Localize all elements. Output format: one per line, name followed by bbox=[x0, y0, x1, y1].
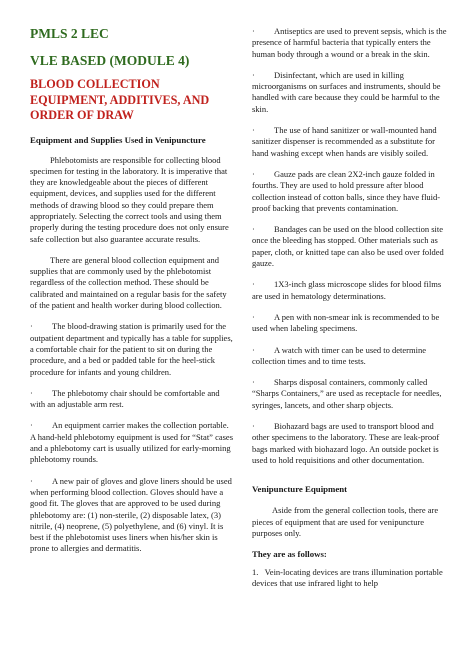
list-item-text: Disinfectant, which are used in killing microorganisms on surfaces and instruments, should be handled with care because they could be harmful to the skin. bbox=[252, 69, 441, 114]
list-item bbox=[252, 26, 452, 60]
list-item-text: The blood-drawing station is primarily used for the outpatient department and typically has a table for supplies, a comfortable chair for the patient to sit on during the procedure, and a bed or padded table for the heel-stick procedure for infants and young children. bbox=[30, 321, 233, 377]
list-item bbox=[252, 70, 452, 115]
venipuncture-intro: Aside from the general collection tools, there are pieces of equipment that are used for venipuncture purposes only. bbox=[252, 505, 439, 538]
bullet-marker: · bbox=[30, 387, 33, 398]
bullet-marker: · bbox=[252, 311, 255, 322]
bullet-marker: · bbox=[252, 377, 255, 388]
right-column bbox=[252, 26, 452, 600]
section-heading-venipuncture: Venipuncture Equipment bbox=[252, 484, 348, 495]
list-item bbox=[30, 388, 233, 411]
course-title: PMLS 2 LEC bbox=[30, 26, 109, 41]
list-item-text: Antiseptics are used to prevent sepsis, which is the presence of harmful bacteria that typically enters the human body through a wound or a break in the skin. bbox=[252, 26, 447, 59]
list-item bbox=[252, 377, 452, 411]
general-equipment-paragraph: There are general blood collection equipment and supplies that are commonly used by the phlebotomist regardless of the collection method. These should be calibrated and maintained on a regular basis for the safety of the patient and health worker during blood collection. bbox=[30, 254, 227, 311]
bullet-marker: · bbox=[30, 420, 33, 431]
bullet-marker: · bbox=[252, 421, 255, 432]
bullet-marker: · bbox=[252, 224, 255, 235]
document-title: BLOOD COLLECTION EQUIPMENT, ADDITIVES, AND ORDER OF DRAW bbox=[30, 77, 210, 122]
list-item bbox=[252, 125, 452, 159]
bullet-marker: · bbox=[252, 69, 255, 80]
bullet-marker: · bbox=[252, 26, 255, 36]
list-item bbox=[252, 312, 452, 335]
list-item bbox=[30, 420, 233, 465]
list-item bbox=[30, 321, 233, 377]
list-item-text: 1X3-inch glass microscope slides for blood films are used in hematology determinations. bbox=[252, 279, 442, 301]
bullet-marker: · bbox=[252, 125, 255, 136]
module-title: VLE BASED (MODULE 4) bbox=[30, 53, 190, 68]
they-are-heading: They are as follows: bbox=[252, 549, 327, 560]
list-item-text: Bandages can be used on the blood collection site once the bleeding has stopped. Other materials such as paper, cloth, or knitted tape can also be used over folded gauze. bbox=[252, 224, 444, 269]
bullet-marker: · bbox=[252, 279, 255, 290]
list-item-text: A pen with non-smear ink is recommended to be used when labeling specimens. bbox=[252, 311, 440, 334]
bullet-marker: · bbox=[30, 475, 33, 486]
list-item bbox=[252, 169, 452, 214]
bullet-marker: · bbox=[30, 321, 33, 332]
list-item-text: Sharps disposal containers, commonly called “Sharps Containers,” are used as receptacle for needles, syringes, lancets, and other sharp objects. bbox=[252, 377, 442, 410]
left-column bbox=[30, 26, 233, 565]
list-item bbox=[252, 421, 452, 466]
list-item-text: The phlebotomy chair should be comfortable and with an adjustable arm rest. bbox=[30, 387, 220, 410]
list-item bbox=[252, 224, 452, 269]
list-item-text: A watch with timer can be used to determine collection times and to time tests. bbox=[252, 344, 427, 366]
list-item-text: Biohazard bags are used to transport blood and other specimens to the laboratory. These are leak-proof bags marked with biohazard logo. An outside pocket is used to hold requisitions and other documentation. bbox=[252, 421, 440, 465]
bullet-marker: · bbox=[252, 168, 255, 179]
list-item bbox=[30, 476, 233, 555]
list-item bbox=[252, 345, 452, 368]
list-item-text: The use of hand sanitizer or wall-mounted hand sanitizer dispenser is recommended as a substitute for hand washing except when hands are visibly soiled. bbox=[252, 125, 437, 158]
list-item bbox=[252, 279, 452, 302]
bullet-marker: · bbox=[252, 344, 255, 355]
list-item-text: An equipment carrier makes the collection portable. A hand-held phlebotomy equipment is used for “Stat” cases and a phlebotomy cart is usually utilized for early-morning phlebotomy rounds. bbox=[30, 420, 234, 465]
numbered-item-1: 1. Vein-locating devices are trans illumination portable devices that use infrared light to help bbox=[252, 567, 445, 589]
section-heading-equipment: Equipment and Supplies Used in Venipuncture bbox=[30, 134, 206, 145]
list-item-text: Gauze pads are clean 2X2-inch gauze folded in fourths. They are used to hold pressure after blood collection instead of cotton balls, since they have fluid-proof backing that prevents contamination. bbox=[252, 168, 441, 213]
intro-paragraph: Phlebotomists are responsible for collecting blood specimen for testing in the laboratory. It is imperative that they are knowledgeable about the pieces of different equipment, devices, and supplies used for the different methods of drawing blood so they could prepare them appropriately. Selecting the correct tools and using them properly during the testing procedure does not only ensure safe collection but also guarantee accurate results. bbox=[30, 154, 229, 244]
list-item-text: A new pair of gloves and glove liners should be used when performing blood collection. Gloves should have a good fit. The gloves that are approved to be used during phlebotomy are: (1) non-sterile, (2) disposable latex, (3) nitrile, (4) neoprene, (5) polyethylene, and (6) vinyl. It is best if the phlebotomist uses liners when his/her skin is prone to allergies and dermatitis. bbox=[30, 475, 232, 554]
